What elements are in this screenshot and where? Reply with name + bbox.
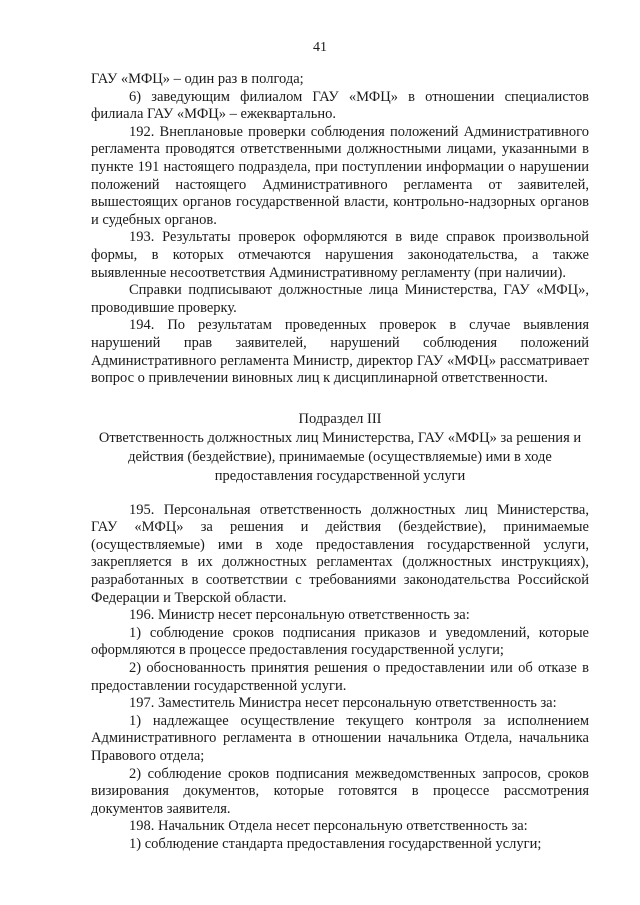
paragraph: Справки подписывают должностные лица Министерства, ГАУ «МФЦ», проводившие проверку. xyxy=(91,282,589,316)
paragraph: 6) заведующим филиалом ГАУ «МФЦ» в отношении специалистов филиала ГАУ «МФЦ» – ежеквартально. xyxy=(91,88,589,123)
subsection-label: Подраздел III xyxy=(298,410,382,427)
page-number: 41 xyxy=(313,40,327,55)
paragraph-193: 193. Результаты проверок оформляются в виде справок произвольной формы, в которых отмечаются нарушения законодательства, а также выявленные несоответствия Административному регламенту (при наличии). xyxy=(91,229,589,281)
paragraph: ГАУ «МФЦ» – один раз в полгода; xyxy=(91,71,304,87)
list-item: 1) соблюдение стандарта предоставления государственной услуги; xyxy=(129,835,542,852)
list-item: 1) соблюдение сроков подписания приказов и уведомлений, которые оформляются в процессе предоставления государственной услуги; xyxy=(91,624,589,659)
paragraph-192: 192. Внеплановые проверки соблюдения положений Административного регламента проводятся ответственными должностными лицами, указанными в пункте 191 настоящего подраздела, при поступлении информации о нарушении положений настоящего Административного регламента от заявителей, вышестоящих органов государственной власти, контрольно-надзорных органов и судебных органов. xyxy=(91,123,589,228)
paragraph-197: 197. Заместитель Министра несет персональную ответственность за: xyxy=(129,695,557,712)
paragraph-196: 196. Министр несет персональную ответственность за: xyxy=(129,607,470,624)
section-title: Ответственность должностных лиц Министерства, ГАУ «МФЦ» за решения и действия (бездействие), принимаемые (осуществляемые) ими в ходе предоставления государственной услуги xyxy=(98,429,582,484)
list-item: 2) соблюдение сроков подписания межведомственных запросов, сроков визирования документов, которые готовятся в процессе рассмотрения документов заявителя. xyxy=(91,765,589,817)
paragraph-195: 195. Персональная ответственность должностных лиц Министерства, ГАУ «МФЦ» за решения и действия (бездействие), принимаемые (осуществляемые) ими в ходе предоставления государственной услуги, закрепляется в их должностных регламентах (должностных инструкциях), разработанных в соответствии с требованиями законодательства Российской Федерации и Тверской области. xyxy=(91,501,589,606)
list-item: 1) надлежащее осуществление текущего контроля за исполнением Административного регламента в отношении начальника Отдела, начальника Правового отдела; xyxy=(91,712,589,764)
paragraph-194: 194. По результатам проведенных проверок в случае выявления нарушений прав заявителей, нарушений соблюдения положений Административного регламента Министр, директор ГАУ «МФЦ» рассматривает вопрос о привлечении виновных лиц к дисциплинарной ответственности. xyxy=(91,317,589,387)
document-body xyxy=(91,71,589,854)
paragraph-198: 198. Начальник Отдела несет персональную ответственность за: xyxy=(129,818,528,835)
list-item: 2) обоснованность принятия решения о предоставлении или об отказе в предоставлении государственной услуги. xyxy=(91,660,589,694)
